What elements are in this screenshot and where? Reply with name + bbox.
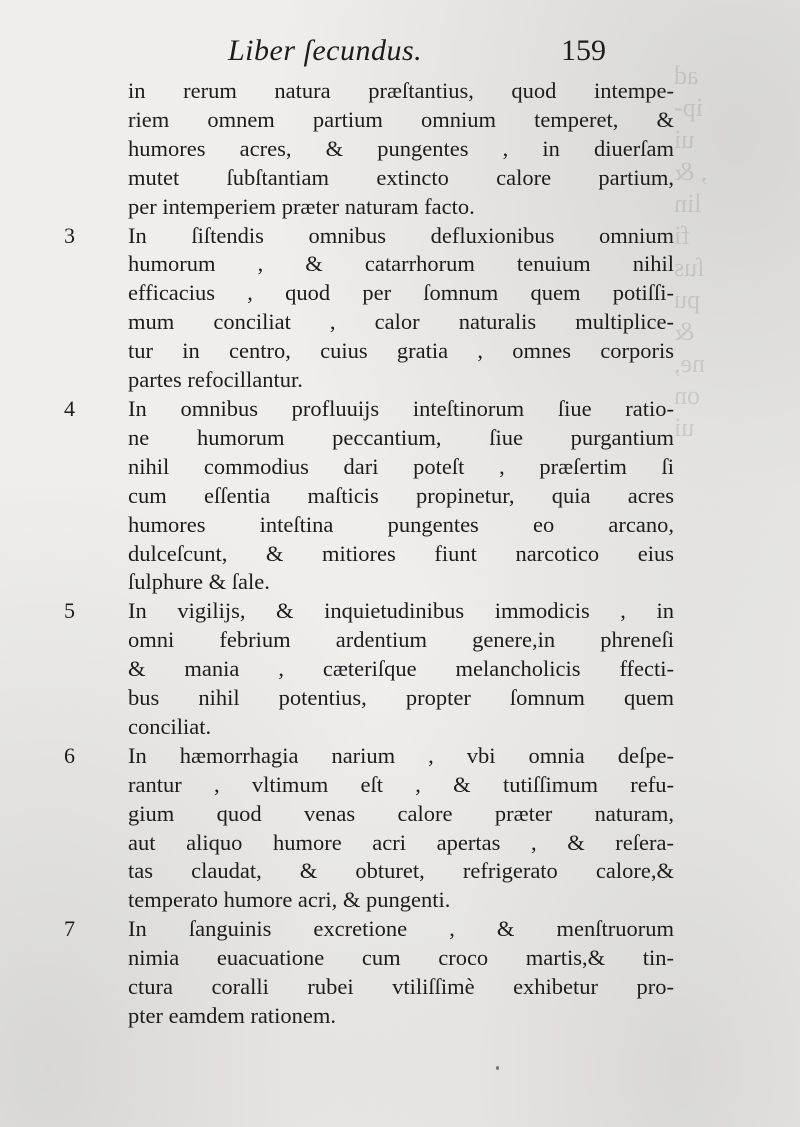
page-header <box>228 34 628 74</box>
running-head: Liber ſecundus. <box>228 34 423 67</box>
text-line: In vigilijs, & inquietudinibus immodicis , in <box>128 598 674 624</box>
text-line: pter eamdem rationem. <box>128 1003 337 1028</box>
paragraph-5 <box>64 597 674 742</box>
text-line: In ſanguinis excretione , & menſtruorum <box>128 916 674 942</box>
text-line: efficacius , quod per ſomnum quem potiſſi- <box>128 280 674 306</box>
text-line: humores acres, & pungentes , in diuerſam <box>128 135 674 161</box>
text-line: nimia euacuatione cum croco martis,& tin- <box>128 945 674 971</box>
ink-dot <box>496 1066 499 1070</box>
item-number: 5 <box>64 598 75 624</box>
text-line: omni febrium ardentium genere,in phreneſi <box>128 627 674 653</box>
text-line: mum conciliat , calor naturalis multiplice- <box>128 309 674 335</box>
paragraph-3 <box>64 222 674 395</box>
item-number: 3 <box>64 222 75 248</box>
text-line: humores inteſtina pungentes eo arcano, <box>128 511 674 537</box>
body-text <box>64 77 674 1031</box>
text-line: & mania , cæteriſque melancholicis ffecti- <box>128 656 674 682</box>
text-line: In ſiſtendis omnibus defluxionibus omnium <box>128 222 674 248</box>
paragraph-6 <box>64 742 674 915</box>
text-line: temperato humore acri, & pungenti. <box>128 887 451 913</box>
paragraph-7 <box>64 915 674 1031</box>
text-line: bus nihil potentius, propter ſomnum quem <box>128 685 674 711</box>
text-line: dulceſcunt, & mitiores fiunt narcotico eius <box>128 540 674 566</box>
item-number: 6 <box>64 742 75 768</box>
text-line: aut aliquo humore acri apertas , & reſera- <box>128 829 674 855</box>
text-line: ctura coralli rubei vtiliſſimè exhibetur pro- <box>128 974 674 1000</box>
text-line: rantur , vltimum eſt , & tutiſſimum refu- <box>128 771 674 797</box>
bleed-through-texture: ad ip- ui , & lin fi ſus pu & ne, on ui <box>674 61 708 442</box>
text-line: riem omnem partium omnium temperet, & <box>128 106 674 132</box>
text-line: gium quod venas calore præter naturam, <box>128 800 674 826</box>
text-line: In omnibus profluuijs inteſtinorum ſiue ratio- <box>128 395 674 421</box>
text-line: mutet ſubſtantiam extincto calore partium, <box>128 164 674 190</box>
text-line: in rerum natura præſtantius, quod intempe- <box>128 78 674 103</box>
text-line: partes refocillantur. <box>128 367 303 393</box>
page-number: 159 <box>561 34 606 67</box>
paragraph-continued <box>64 77 674 222</box>
text-line: conciliat. <box>128 713 212 739</box>
text-line: tur in centro, cuius gratia , omnes corporis <box>128 338 674 364</box>
item-number: 7 <box>64 916 75 942</box>
text-line: ſulphure & ſale. <box>128 569 270 595</box>
text-line: per intemperiem præter naturam facto. <box>128 193 475 219</box>
item-number: 4 <box>64 395 75 421</box>
text-line: cum eſſentia maſticis propinetur, quia acres <box>128 482 674 508</box>
paragraph-4 <box>64 395 674 597</box>
text-line: In hæmorrhagia narium , vbi omnia deſpe- <box>128 742 674 768</box>
text-line: nihil commodius dari poteſt , præſertim ſi <box>128 453 674 479</box>
text-line: tas claudat, & obturet, refrigerato calore,& <box>128 858 674 884</box>
text-line: ne humorum peccantium, ſiue purgantium <box>128 424 674 450</box>
text-line: humorum , & catarrhorum tenuium nihil <box>128 251 674 277</box>
